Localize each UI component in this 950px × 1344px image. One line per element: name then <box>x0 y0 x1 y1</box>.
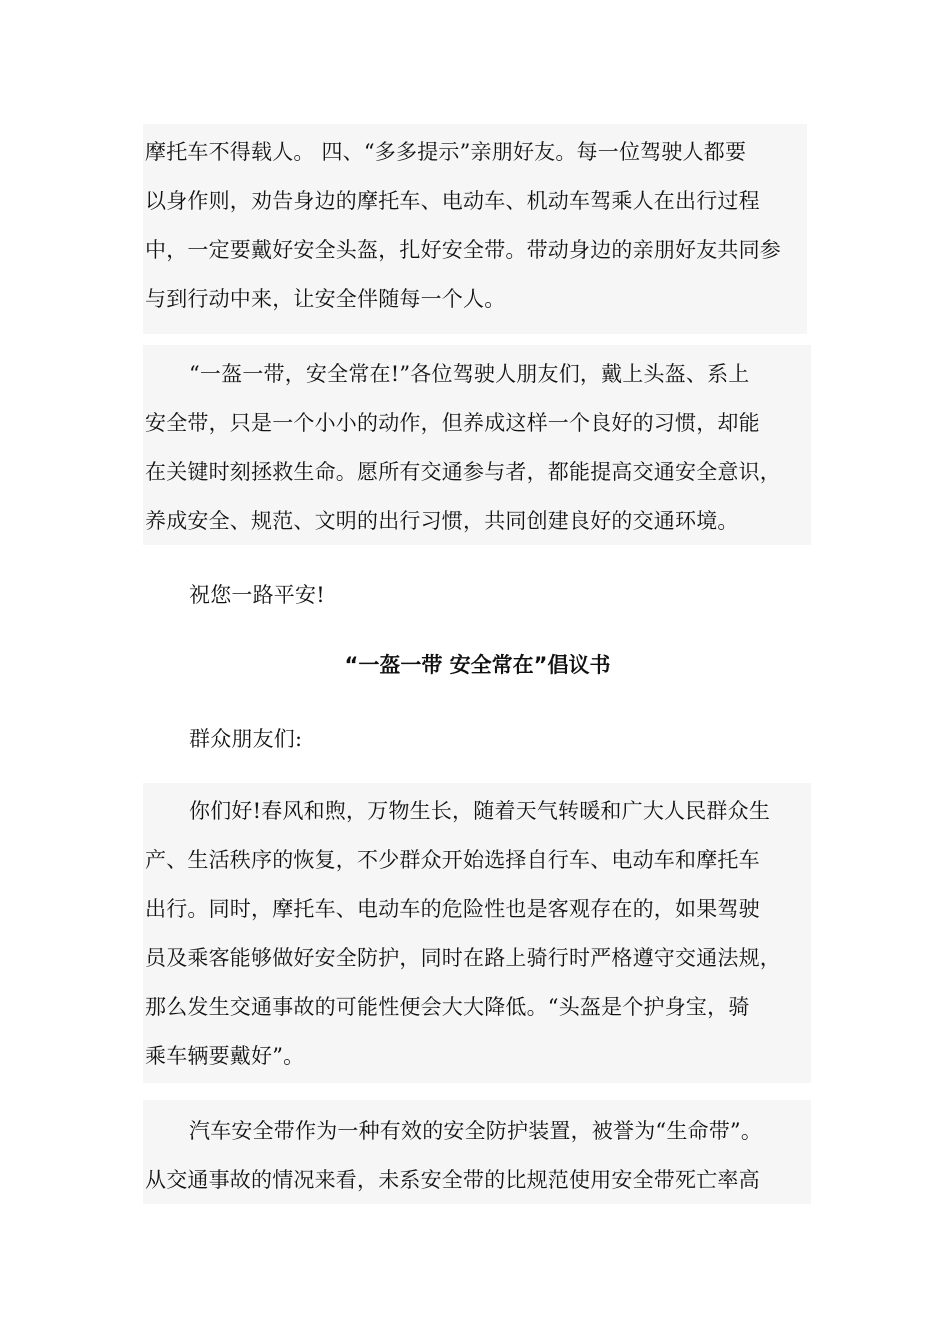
paragraph-helmet <box>145 787 810 1081</box>
text-line: 以身作则，劝告身边的摩托车、电动车、机动车驾乘人在出行过程 <box>145 189 760 213</box>
text-line: “一盔一带，安全常在!”各位驾驶人朋友们，戴上头盔、系上 <box>189 362 750 386</box>
text-line: 你们好!春风和煦，万物生长，随着天气转暖和广大人民群众生 <box>189 799 771 823</box>
text-line: 群众朋友们: <box>189 727 303 751</box>
document-title: “一盔一带 安全常在”倡议书 <box>344 653 611 677</box>
text-line: 汽车安全带作为一种有效的安全防护装置，被誉为“生命带”。 <box>189 1119 763 1143</box>
text-line: 从交通事故的情况来看，未系安全带的比规范使用安全带死亡率高 <box>145 1168 760 1192</box>
text-line: 安全带，只是一个小小的动作，但养成这样一个良好的习惯，却能 <box>145 411 760 435</box>
text-line: 祝您一路平安! <box>189 583 325 607</box>
salutation <box>145 715 810 764</box>
text-line: 产、生活秩序的恢复，不少群众开始选择自行车、电动车和摩托车 <box>145 848 760 872</box>
text-line: 与到行动中来，让安全伴随每一个人。 <box>145 287 506 311</box>
text-line: 出行。同时，摩托车、电动车的危险性也是客观存在的，如果驾驶 <box>145 897 760 921</box>
text-line: 养成安全、规范、文明的出行习惯，共同创建良好的交通环境。 <box>145 509 739 533</box>
text-line: 中，一定要戴好安全头盔，扎好安全带。带动身边的亲朋好友共同参 <box>145 238 781 262</box>
paragraph-tips-relatives <box>145 128 810 324</box>
paragraph-safety-slogan <box>145 350 810 546</box>
text-line: 员及乘客能够做好安全防护，同时在路上骑行时严格遵守交通法规， <box>145 946 781 970</box>
text-line: 摩托车不得载人。 四、“多多提示”亲朋好友。每一位驾驶人都要 <box>145 140 747 164</box>
text-line: 乘车辆要戴好”。 <box>145 1044 305 1068</box>
text-line: 在关键时刻拯救生命。愿所有交通参与者，都能提高交通安全意识， <box>145 460 781 484</box>
text-line: 那么发生交通事故的可能性便会大大降低。“头盔是个护身宝，骑 <box>145 995 750 1019</box>
paragraph-seatbelt <box>145 1107 810 1205</box>
paragraph-blessing <box>145 571 810 620</box>
